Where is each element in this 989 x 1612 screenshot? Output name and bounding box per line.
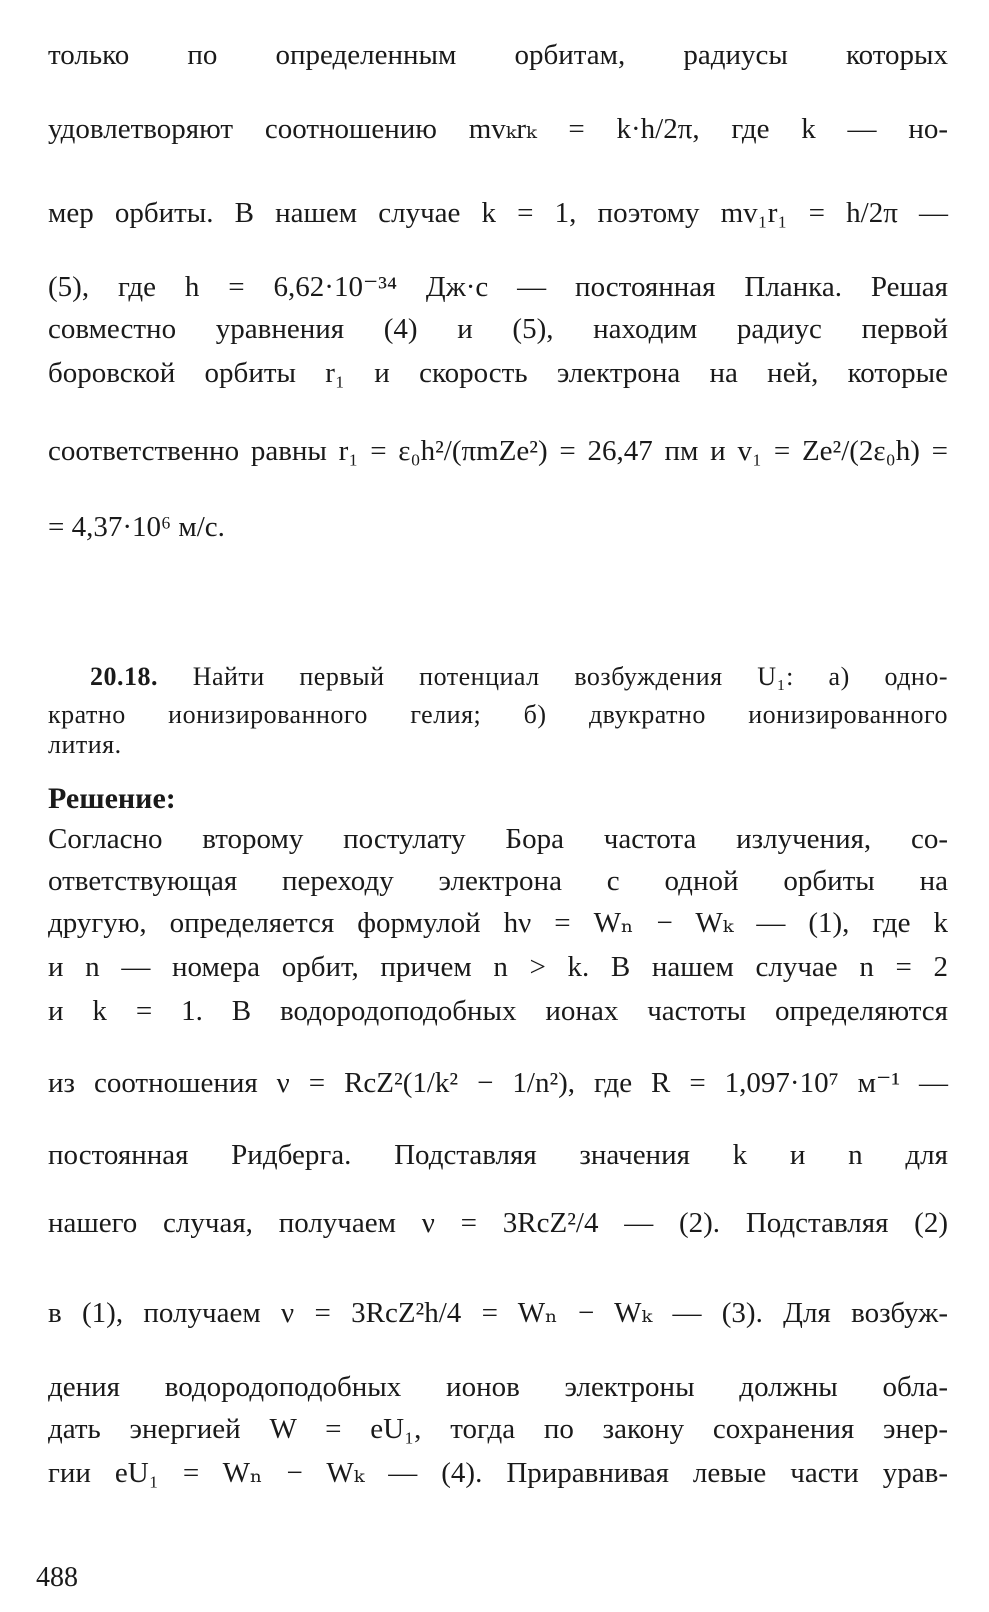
text-line: и n — номера орбит, причем n > k. В нашем случае n = 2 [48,951,948,983]
text-line: дать энергией W = eU₁, тогда по закону сохранения энер- [48,1413,948,1445]
problem-text: Найти первый потенциал возбуждения U₁: а) одно- [192,662,948,691]
problem-statement-line: кратно ионизированного гелия; б) двукратно ионизированного [48,700,948,729]
text-line: другую, определяется формулой hν = Wₙ − Wₖ — (1), где k [48,907,948,939]
text-line: боровской орбиты r₁ и скорость электрона на ней, которые [48,357,948,389]
problem-statement-line: лития. [48,730,122,759]
page-number: 488 [36,1562,78,1593]
text-line: из соотношения ν = RcZ²(1/k² − 1/n²), где R = 1,097·10⁷ м⁻¹ — [48,1067,948,1099]
text-line: (5), где h = 6,62·10⁻³⁴ Дж·с — постоянная Планка. Решая [48,271,948,303]
problem-statement-line [90,660,948,694]
problem-number: 20.18. [90,662,158,691]
solution-heading: Решение: [48,782,176,815]
text-line: постоянная Ридберга. Подставляя значения k и n для [48,1139,948,1171]
text-line: дения водородоподобных ионов электроны должны обла- [48,1371,948,1403]
text-line: мер орбиты. В нашем случае k = 1, поэтому mv₁r₁ = h/2π — [48,197,948,229]
text-line: нашего случая, получаем ν = 3RcZ²/4 — (2). Подставляя (2) [48,1207,948,1239]
text-line: в (1), получаем ν = 3RcZ²h/4 = Wₙ − Wₖ — (3). Для возбуж- [48,1297,948,1329]
text-line: совместно уравнения (4) и (5), находим радиус первой [48,313,948,345]
text-line: гии eU₁ = Wₙ − Wₖ — (4). Приравнивая левые части урав- [48,1457,948,1489]
text-line: и k = 1. В водородоподобных ионах частоты определяются [48,995,948,1027]
text-line: = 4,37·10⁶ м/с. [48,511,225,543]
text-line: ответствующая переходу электрона с одной орбиты на [48,865,948,897]
text-line: только по определенным орбитам, радиусы которых [48,39,948,71]
text-line: удовлетворяют соотношению mvₖrₖ = k·h/2π, где k — но- [48,113,948,145]
text-line: Согласно второму постулату Бора частота излучения, со- [48,823,948,855]
text-line: соответственно равны r₁ = ε₀h²/(πmZe²) = 26,47 пм и v₁ = Ze²/(2ε₀h) = [48,435,948,467]
